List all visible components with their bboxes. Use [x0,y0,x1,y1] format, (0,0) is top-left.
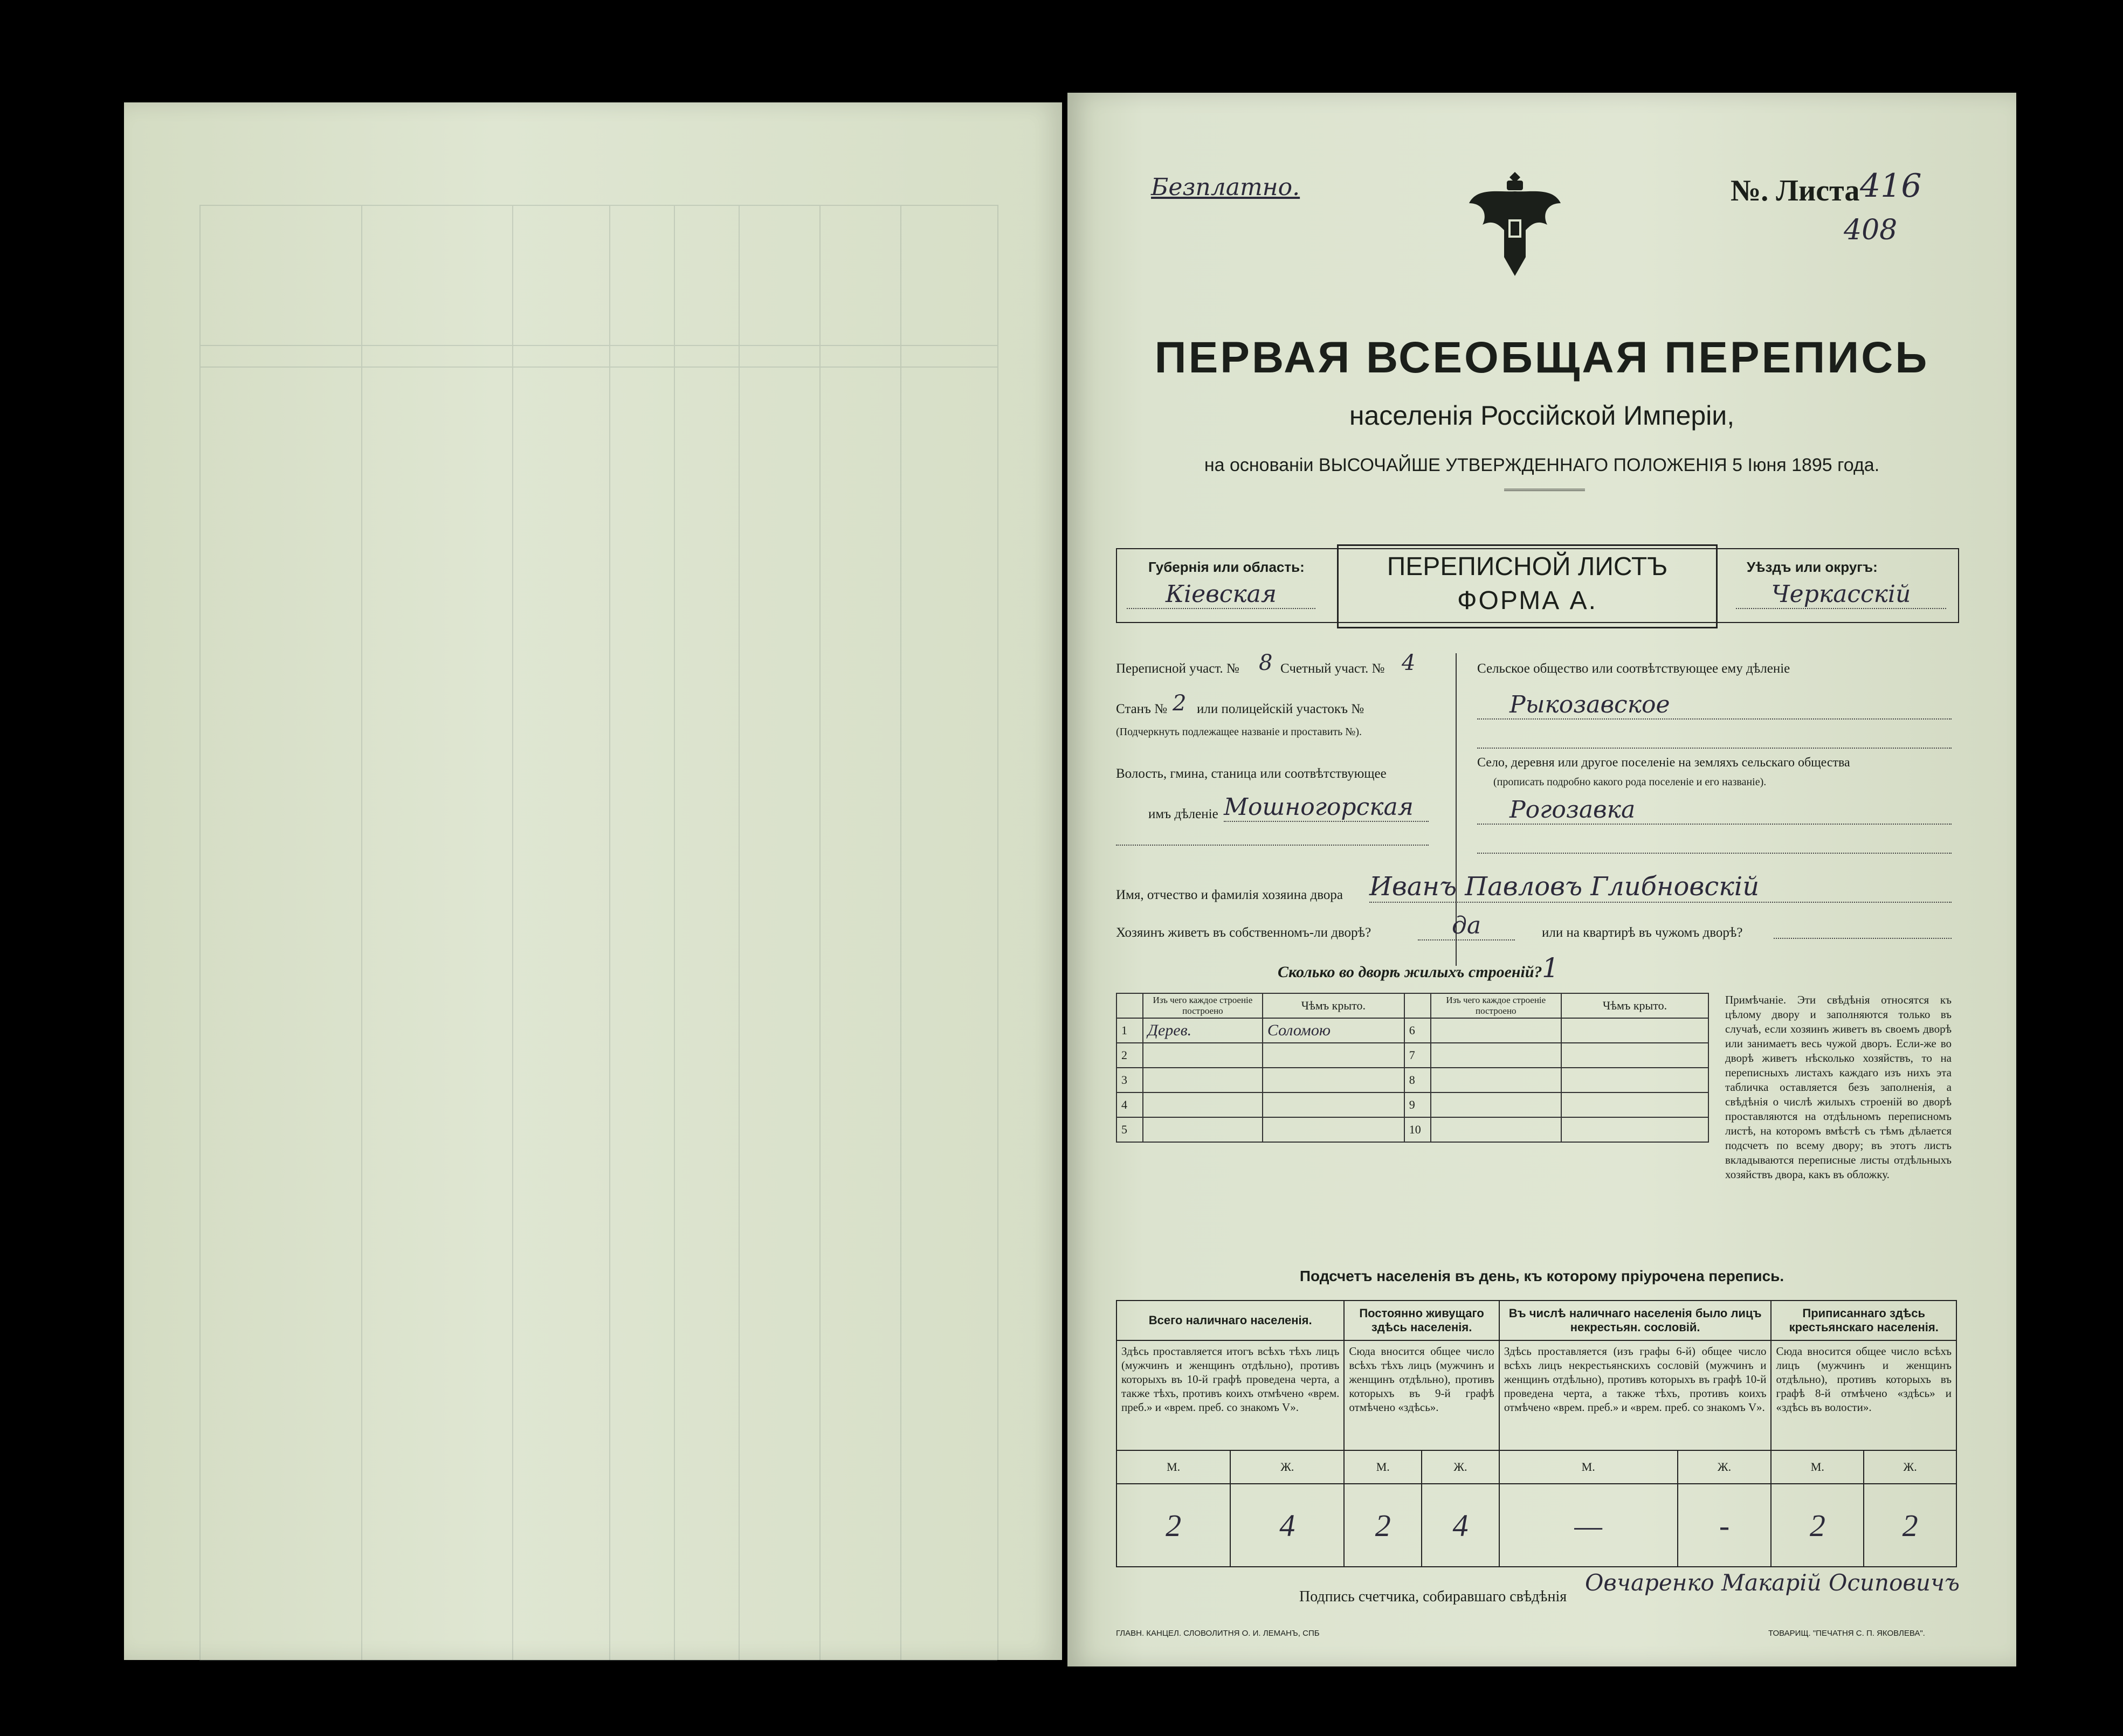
signature-label: Подпись счетчика, собиравшаго свѣдѣнія [1299,1588,1567,1605]
selo-label: Село, деревня или другое поселеніе на земляхъ сельскаго общества [1477,756,1850,770]
col-registered-title: Приписаннаго здѣсь крестьянскаго населенія. [1771,1301,1956,1340]
col-registered-desc: Сюда вносится общее число всѣхъ лицъ (мужчинъ и женщинъ отдѣльно), противъ которыхъ въ графѣ 8-й отмѣчено «здѣсь» и «здѣсь въ волости». [1771,1340,1956,1450]
signature-value: Овчаренко Макарій Осиповичъ [1585,1569,1960,1596]
note-text: Примѣчаніе. Эти свѣдѣнія относятся къ цѣлому двору и заполняются только въ случаѣ, если хозяинъ живетъ въ своемъ дворѣ или занимаетъ весь чужой дворъ. Если-же во дворѣ живетъ нѣсколько хозяйствъ, то на переписныхъ листахъ каждаго изъ нихъ эта табличка оставляется безъ заполненія, а свѣдѣнія о числѣ жилыхъ строеній во дворѣ проставляются на отдѣльномъ переписномъ листѣ, на которомъ вмѣстѣ съ тѣмъ дѣлается подсчетъ по всему двору; въ этотъ листъ вкладываются переписные листы отдѣльныхъ хозяйствъ двора, какъ въ обложку. [1725,993,1952,1181]
stan-label: Станъ № [1116,702,1168,716]
sheet-number-value: 416 [1860,167,1922,205]
sheet-number-label: №. Листа [1731,174,1860,208]
document-subtitle: населенія Россійской Имперіи, [1349,400,1735,431]
left-page [124,102,1062,1660]
ornament-divider [1504,489,1585,491]
owner-label: Имя, отчество и фамилія хозяина двора [1116,888,1343,902]
col-roof-right: Чѣмъ крыто. [1561,993,1708,1018]
schetny-value: 4 [1402,651,1416,675]
col-permanent-desc: Сюда вносится общее число всѣхъ тѣхъ лицъ (мужчинъ и женщинъ отдѣльно), противъ которыхъ въ 9-й графѣ отмѣчено «здѣсь». [1344,1340,1499,1450]
nonpeasant-m: — [1499,1484,1678,1567]
stan-value: 2 [1173,691,1187,716]
col-built-right: Изъ чего каждое строеніе построено [1431,993,1561,1018]
volost-value: Мошногорская [1224,793,1429,822]
col-nonpeasant-desc: Здѣсь проставляется (изъ графы 6-й) общее число всѣхъ лицъ некрестьянскихъ сословій (мужчинъ и женщинъ отдѣльно), противъ которыхъ въ графѣ 10-й проведена черта, а также тѣхъ, противъ коихъ отмѣчено «врем. преб.» и «врем. преб. со знакомъ V». [1499,1340,1772,1450]
table-row: 3 8 [1116,1068,1708,1092]
underline-note: (Подчеркнуть подлежащее названіе и проставить №). [1116,726,1362,738]
buildings-table [1116,993,1709,1143]
volost-label: Волость, гмина, станица или соотвѣтствующее [1116,766,1387,781]
table-row: 4 9 [1116,1092,1708,1117]
police-label: или полицейскій участокъ № [1197,702,1364,716]
printer-left: ГЛАВН. КАНЦЕЛ. СЛОВОЛИТНЯ О. И. ЛЕМАНЪ, СПБ [1116,1629,1320,1638]
selo-extra-line [1477,853,1952,854]
lives-label: Хозяинъ живетъ въ собственномъ-ли дворѣ? [1116,925,1371,940]
selo-value: Рогозавка [1477,796,1952,825]
col-total-desc: Здѣсь проставляется итогъ всѣхъ тѣхъ лицъ (мужчинъ и женщинъ отдѣльно), противъ которыхъ въ 10-й графѣ проведена черта, а также тѣхъ, противъ коихъ отмѣчено «врем. преб.» и «врем. преб. со знакомъ V». [1116,1340,1344,1450]
population-heading: Подсчетъ населенія въ день, къ которому пріурочена перепись. [1299,1268,1784,1284]
document-title: ПЕРВАЯ ВСЕОБЩАЯ ПЕРЕПИСЬ [1154,333,1929,382]
lives-alt-line [1774,938,1952,939]
lives-alt-label: или на квартирѣ въ чужомъ дворѣ? [1542,925,1743,940]
col-nonpeasant-title: Въ числѣ наличнаго населенія было лицъ некрестьян. сословій. [1499,1301,1772,1340]
volost-extra-line [1116,845,1429,846]
uezd-label: Уѣздъ или округъ: [1747,559,1878,575]
col-total-title: Всего наличнаго населенія. [1116,1301,1344,1340]
nonpeasant-zh: - [1678,1484,1772,1567]
col-roof-left: Чѣмъ крыто. [1263,993,1404,1018]
col-built-left: Изъ чего каждое строеніе построено [1143,993,1263,1018]
volost-label2: имъ дѣленіе [1148,807,1218,821]
owner-value: Иванъ Павловъ Глибновскій [1369,872,1952,903]
total-zh: 4 [1230,1484,1344,1567]
col-permanent-title: Постоянно живущаго здѣсь населенія. [1344,1301,1499,1340]
lives-value: да [1418,912,1515,940]
imperial-eagle-emblem [1461,165,1569,284]
perepisnoi-label: Переписной участ. № [1116,661,1239,676]
table-row: 2 7 [1116,1043,1708,1068]
census-form-page [1067,93,2016,1666]
show-through-grid [199,205,997,1660]
schetny-label: Счетный участ. № [1280,661,1385,676]
registered-m: 2 [1771,1484,1864,1567]
form-title-line2: ФОРМА А. [1457,586,1597,615]
registered-zh: 2 [1864,1484,1956,1567]
form-title-line1: ПЕРЕПИСНОЙ ЛИСТЪ [1387,552,1668,581]
buildings-value: 1 [1542,952,1559,984]
sheet-number-extra: 408 [1844,214,1898,246]
decree-line: на основаніи ВЫСОЧАЙШЕ УТВЕРЖДЕННАГО ПОЛОЖЕНІЯ 5 Іюня 1895 года. [1204,455,1880,475]
total-m: 2 [1116,1484,1230,1567]
printer-right: ТОВАРИЩ. "ПЕЧАТНЯ С. П. ЯКОВЛЕВА". [1768,1629,1925,1638]
gubernia-value: Кіевская [1127,580,1315,609]
gubernia-label: Губернія или область: [1148,559,1305,575]
population-table: Всего наличнаго населенія. Постоянно живущаго здѣсь населенія. Въ числѣ наличнаго населенія было лицъ некрестьян. сословій. Приписаннаго здѣсь крестьянскаго населенія. Здѣсь проставляется итогъ всѣхъ тѣхъ лицъ (мужчинъ и женщинъ отдѣльно), противъ которыхъ въ 10-й графѣ проведена черта, а также тѣхъ, противъ коихъ отмѣчено «врем. преб.» и «врем. преб. со знакомъ V». Сюда вносится общее число всѣхъ тѣхъ лицъ (мужчинъ и женщинъ отдѣльно), противъ которыхъ въ 9-й графѣ отмѣчено «здѣсь». Здѣсь проставляется (изъ графы 6-й) общее число всѣхъ лицъ некрестьянскихъ сословій (мужчинъ и женщинъ отдѣльно), противъ которыхъ въ графѣ 10-й проведена черта, а также тѣхъ, противъ коихъ отмѣчено «врем. преб.» и «врем. преб. со знакомъ V». Сюда вносится общее число всѣхъ лицъ (мужчинъ и женщинъ отдѣльно), противъ которыхъ въ графѣ 8-й отмѣчено «здѣсь» и «здѣсь въ волости». М. Ж. М. Ж. М. Ж. М. Ж. 2 4 2 4 — - 2 2 [1116,1300,1957,1567]
perepisnoi-value: 8 [1259,651,1273,675]
permanent-m: 2 [1344,1484,1422,1567]
obshchestvo-value: Рыкозавское [1477,691,1952,720]
selo-note: (прописать подробно какого рода поселеніе и его названіе). [1493,776,1767,788]
free-label: Безплатно. [1151,174,1300,201]
population-values-row [1116,1484,1956,1567]
uezd-value: Черкасскій [1736,580,1946,609]
buildings-label: Сколько во дворѣ жилыхъ строеній? [1278,963,1542,981]
permanent-zh: 4 [1422,1484,1499,1567]
table-row: 1 Дерев. Соломою 6 [1116,1018,1708,1043]
table-row: 5 10 [1116,1117,1708,1142]
obshchestvo-label: Сельское общество или соотвѣтствующее ему дѣленіе [1477,661,1790,676]
obshchestvo-extra-line [1477,748,1952,749]
